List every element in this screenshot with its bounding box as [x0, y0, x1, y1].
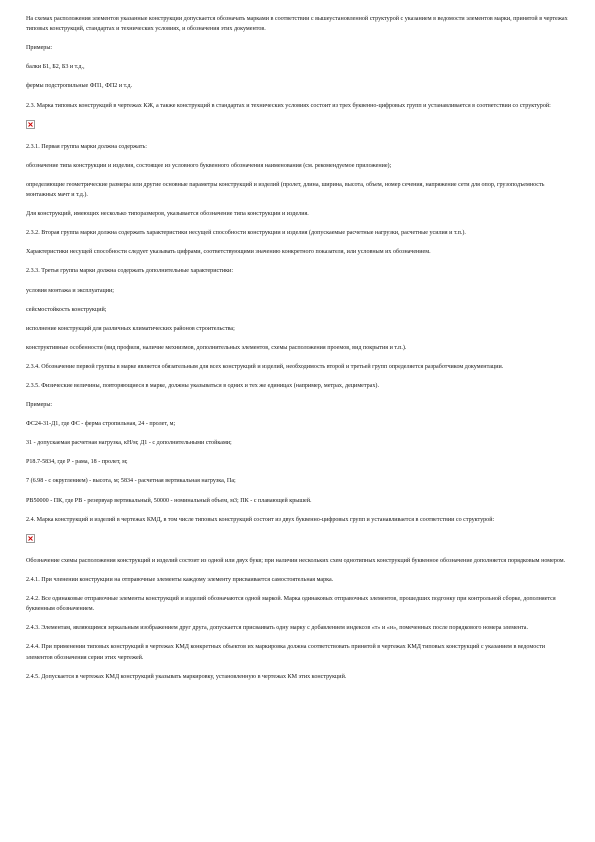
paragraph: 2.4.3. Элементам, являющимся зеркальным изображением друг друга, допускается присваивать одну марку с добавлением индексов «т» и «н», помеченных после порядкового номера элемента.	[26, 625, 529, 632]
paragraph: Примеры:	[26, 45, 53, 52]
paragraph: 2.4.1. При членении конструкции на отправочные элементы каждому элементу присваивается самостоятельная марка.	[26, 576, 334, 583]
paragraph: Примеры:	[26, 402, 53, 409]
paragraph: 2.4.5. Допускается в чертежах КМД конструкций указывать маркировку, установленную в чертежах КМ этих конструкций.	[26, 673, 347, 680]
paragraph: сейсмостойкость конструкций;	[26, 306, 107, 313]
paragraph: 2.4.4. При применении типовых конструкций в чертежах КМД конкретных объектов их маркировка должна соответствовать принятой в чертежах КМД типовых конструкций с указанием в ведомости элементов обозначения серии этих чертежей.	[26, 644, 546, 661]
broken-image-x-icon	[28, 536, 33, 541]
paragraph: 2.3.4. Обозначение первой группы в марке является обязательным для всех конструкций и изделий, необходимость второй и третьей групп определяется разработчиком документации.	[26, 363, 504, 370]
paragraph: 31 - допускаемая расчетная нагрузка, кН/м; Д1 - с дополнительными стойками;	[26, 440, 232, 447]
paragraph: Р18.7-5834, где Р - рама, 18 - пролет, м;	[26, 459, 128, 466]
paragraph: Для конструкций, имеющих несколько типоразмеров, указывается обозначение типа конструкции и изделия.	[26, 211, 309, 218]
paragraph: РВ50000 - ПК, где РВ - резервуар вертикальный, 50000 - номинальный объем, м3; ПК - с плавающей крышей.	[26, 497, 312, 504]
paragraph: исполнение конструкций для различных климатических районов строительства;	[26, 325, 235, 332]
paragraph: 2.3.2. Вторая группа марки должна содержать характеристики несущей способности конструкции и изделия (допускаемые расчетные нагрузки, расчетные усилия и т.п.).	[26, 230, 466, 237]
paragraph: обозначение типа конструкции и изделия, состоящее из условного буквенного обозначения наименования (см. рекомендуемое приложение);	[26, 162, 392, 169]
paragraph: определяющие геометрические размеры или другие основные параметры конструкций и изделий (пролет, длина, ширина, высота, объем, номер сечения, напряжение сети для опор, грузоподъемность монтажных мачт и т.д.).	[26, 181, 545, 199]
paragraph: фермы подстропильные ФП1, ФП2 и т.д.	[26, 83, 133, 90]
paragraph: 2.3. Марка типовых конструкций в чертежах КЖ, а также конструкций в стандартах и технических условиях состоит из трех буквенно-цифровых групп и устанавливается в соответствии со структурой:	[26, 102, 551, 109]
paragraph: На схемах расположения элементов указанные конструкции допускается обозначать марками в соответствии с вышеустановленной структурой с указанием в ведомости элементов марки, принятой в чертежах типовых конструкций, стандартах и технических условиях, и обозначения этих документов.	[26, 16, 568, 33]
paragraph: 7 (6.98 - с округлением) - высота, м; 5834 - расчетная вертикальная нагрузка, Па;	[26, 478, 236, 485]
broken-image-icon	[26, 120, 35, 129]
paragraph: 2.3.1. Первая группа марки должна содержать:	[26, 143, 147, 150]
paragraph: условия монтажа и эксплуатации;	[26, 287, 114, 294]
paragraph: 2.3.5. Физические величины, повторяющиеся в марке, должны указываться в одних и тех же единицах (например, метрах, дециметрах).	[26, 383, 379, 389]
broken-image-icon	[26, 534, 35, 543]
paragraph: балки Б1, Б2, Б3 и т.д.,	[26, 64, 85, 71]
document-page	[26, 14, 571, 691]
paragraph: ФС24-31-Д1, где ФС - ферма стропильная, 24 - пролет, м;	[26, 421, 176, 428]
paragraph: Обозначение схемы расположения конструкций и изделий состоит из одной или двух букв; при наличии нескольких схем однотипных конструкций буквенное обозначение дополняется порядковым номером.	[26, 557, 566, 564]
broken-image-x-icon	[28, 122, 33, 127]
paragraph: конструктивные особенности (вид профиля, наличие мехнизмов, дополнительных элементов, схемы расположения проемов, вид покрытия и т.п.).	[26, 344, 407, 351]
paragraph: Характеристики несущей способности следует указывать цифрами, соответствующими значению конкретного показателя, или условным их обозначением.	[26, 249, 431, 256]
paragraph: 2.4. Марка конструкций и изделий в чертежах КМД, в том числе типовых конструкций состоит из двух буквенно-цифровых групп и устанавливается в соответствии со структурой:	[26, 516, 495, 523]
paragraph: 2.3.3. Третья группа марки должна содержать дополнительные характеристики:	[26, 268, 234, 275]
paragraph: 2.4.2. Все одинаковые отправочные элементы конструкций и изделий обозначаются одной маркой. Марка одинаковых отправочных элементов, прошедших подгонку при контрольной сборке, дополняется буквенным обозначением.	[26, 595, 556, 613]
